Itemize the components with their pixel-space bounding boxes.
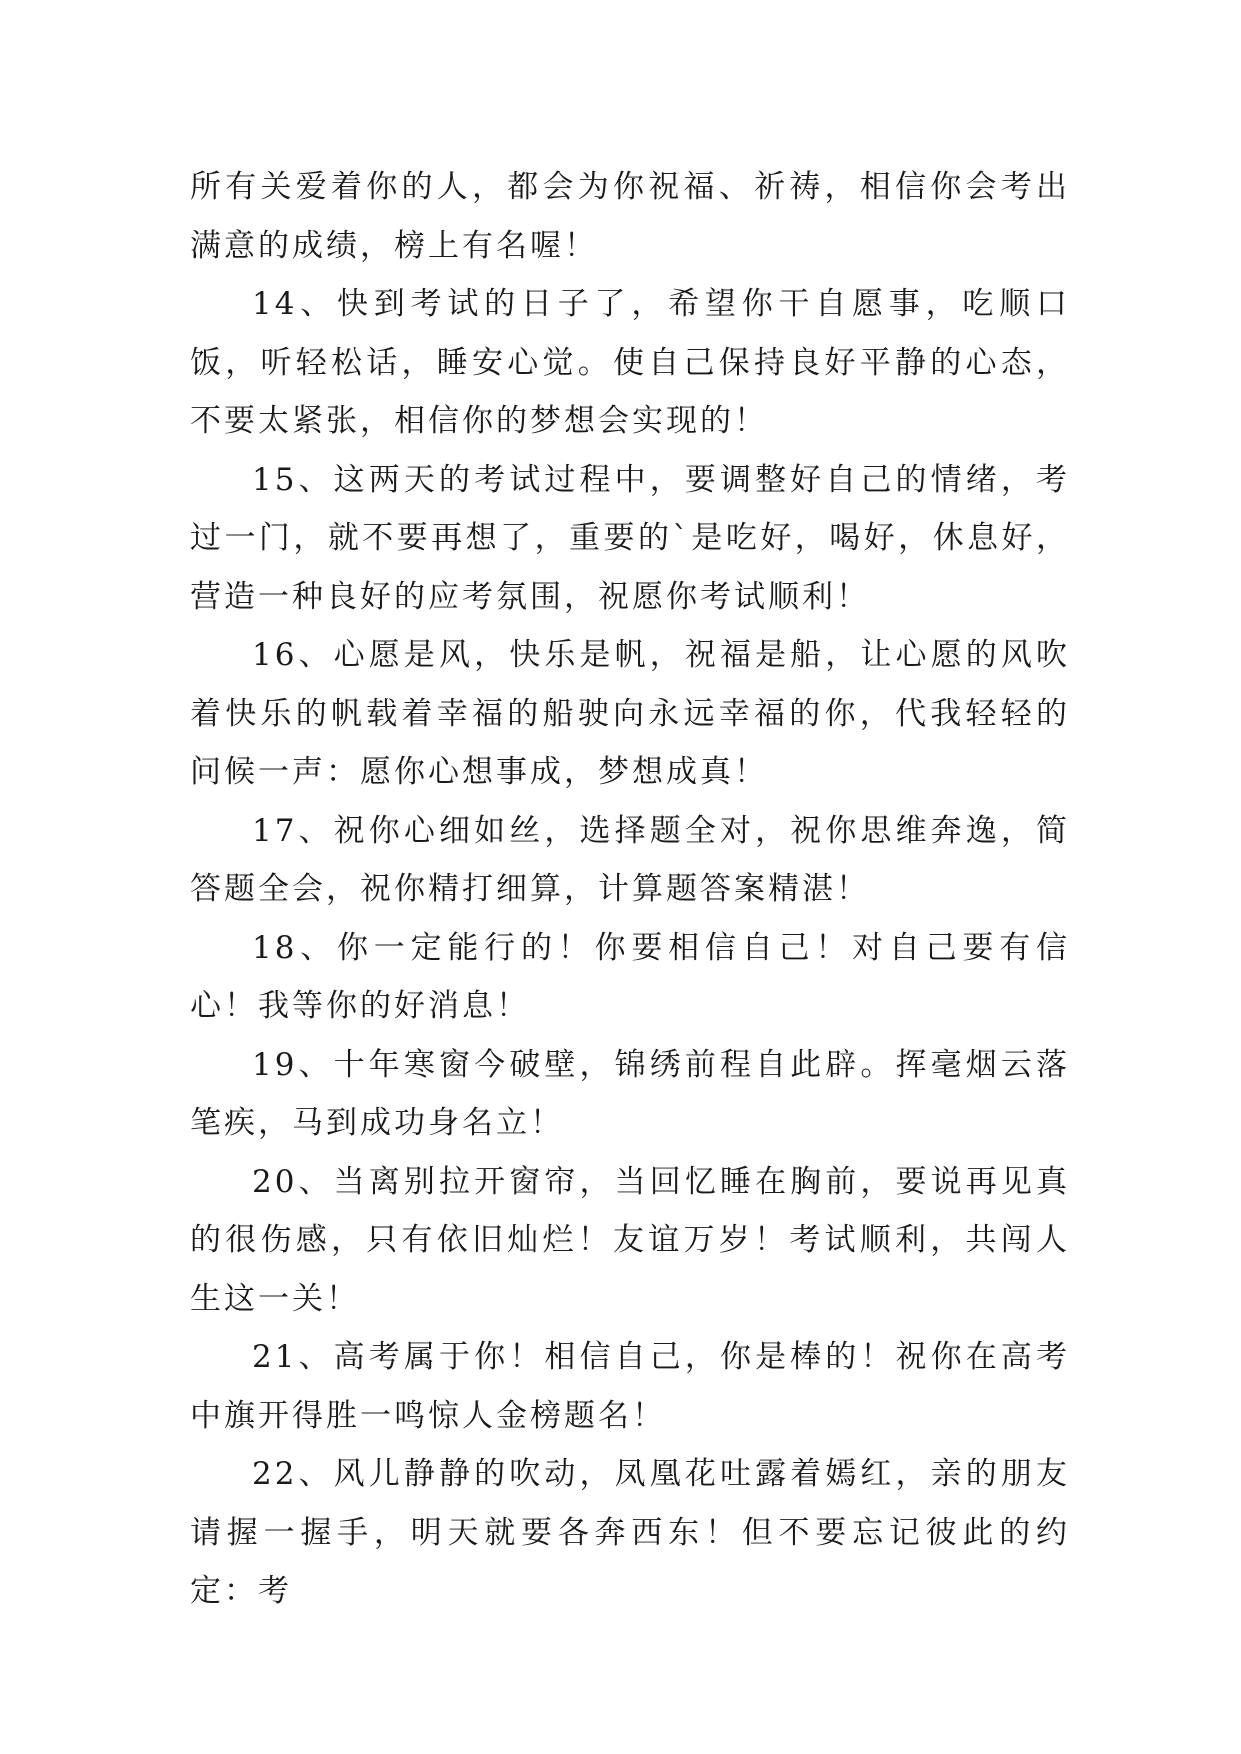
document-page: [190, 158, 1070, 1621]
paragraph-16: 16、心愿是风，快乐是帆，祝福是船，让心愿的风吹着快乐的帆载着幸福的船驶向永远幸福的你，代我轻轻的问候一声：愿你心想事成，梦想成真！: [190, 637, 1070, 790]
paragraph-intro: 所有关爱着你的人，都会为你祝福、祈祷，相信你会考出满意的成绩，榜上有名喔！: [190, 169, 1070, 264]
paragraph-22: 22、风儿静静的吹动，凤凰花吐露着嫣红，亲的朋友请握一握手，明天就要各奔西东！但不要忘记彼此的约定：考: [190, 1456, 1070, 1609]
paragraph-17: 17、祝你心细如丝，选择题全对，祝你思维奔逸，简答题全会，祝你精打细算，计算题答案精湛！: [190, 812, 1070, 907]
paragraph-15: 15、这两天的考试过程中，要调整好自己的情绪，考过一门，就不要再想了，重要的`是吃好，喝好，休息好，营造一种良好的应考氛围，祝愿你考试顺利！: [190, 461, 1070, 615]
paragraph-21: 21、高考属于你！相信自己，你是棒的！祝你在高考中旗开得胜一鸣惊人金榜题名！: [190, 1339, 1070, 1434]
paragraph-18: 18、你一定能行的！你要相信自己！对自己要有信心！我等你的好消息！: [190, 929, 1070, 1024]
paragraph-20: 20、当离别拉开窗帘，当回忆睡在胸前，要说再见真的很伤感，只有依旧灿烂！友谊万岁！考试顺利，共闯人生这一关！: [190, 1163, 1070, 1317]
paragraph-19: 19、十年寒窗今破壁，锦绣前程自此辟。挥毫烟云落笔疾，马到成功身名立！: [190, 1046, 1070, 1141]
paragraph-14: 14、快到考试的日子了，希望你干自愿事，吃顺口饭，听轻松话，睡安心觉。使自己保持良好平静的心态，不要太紧张，相信你的梦想会实现的！: [190, 286, 1070, 439]
